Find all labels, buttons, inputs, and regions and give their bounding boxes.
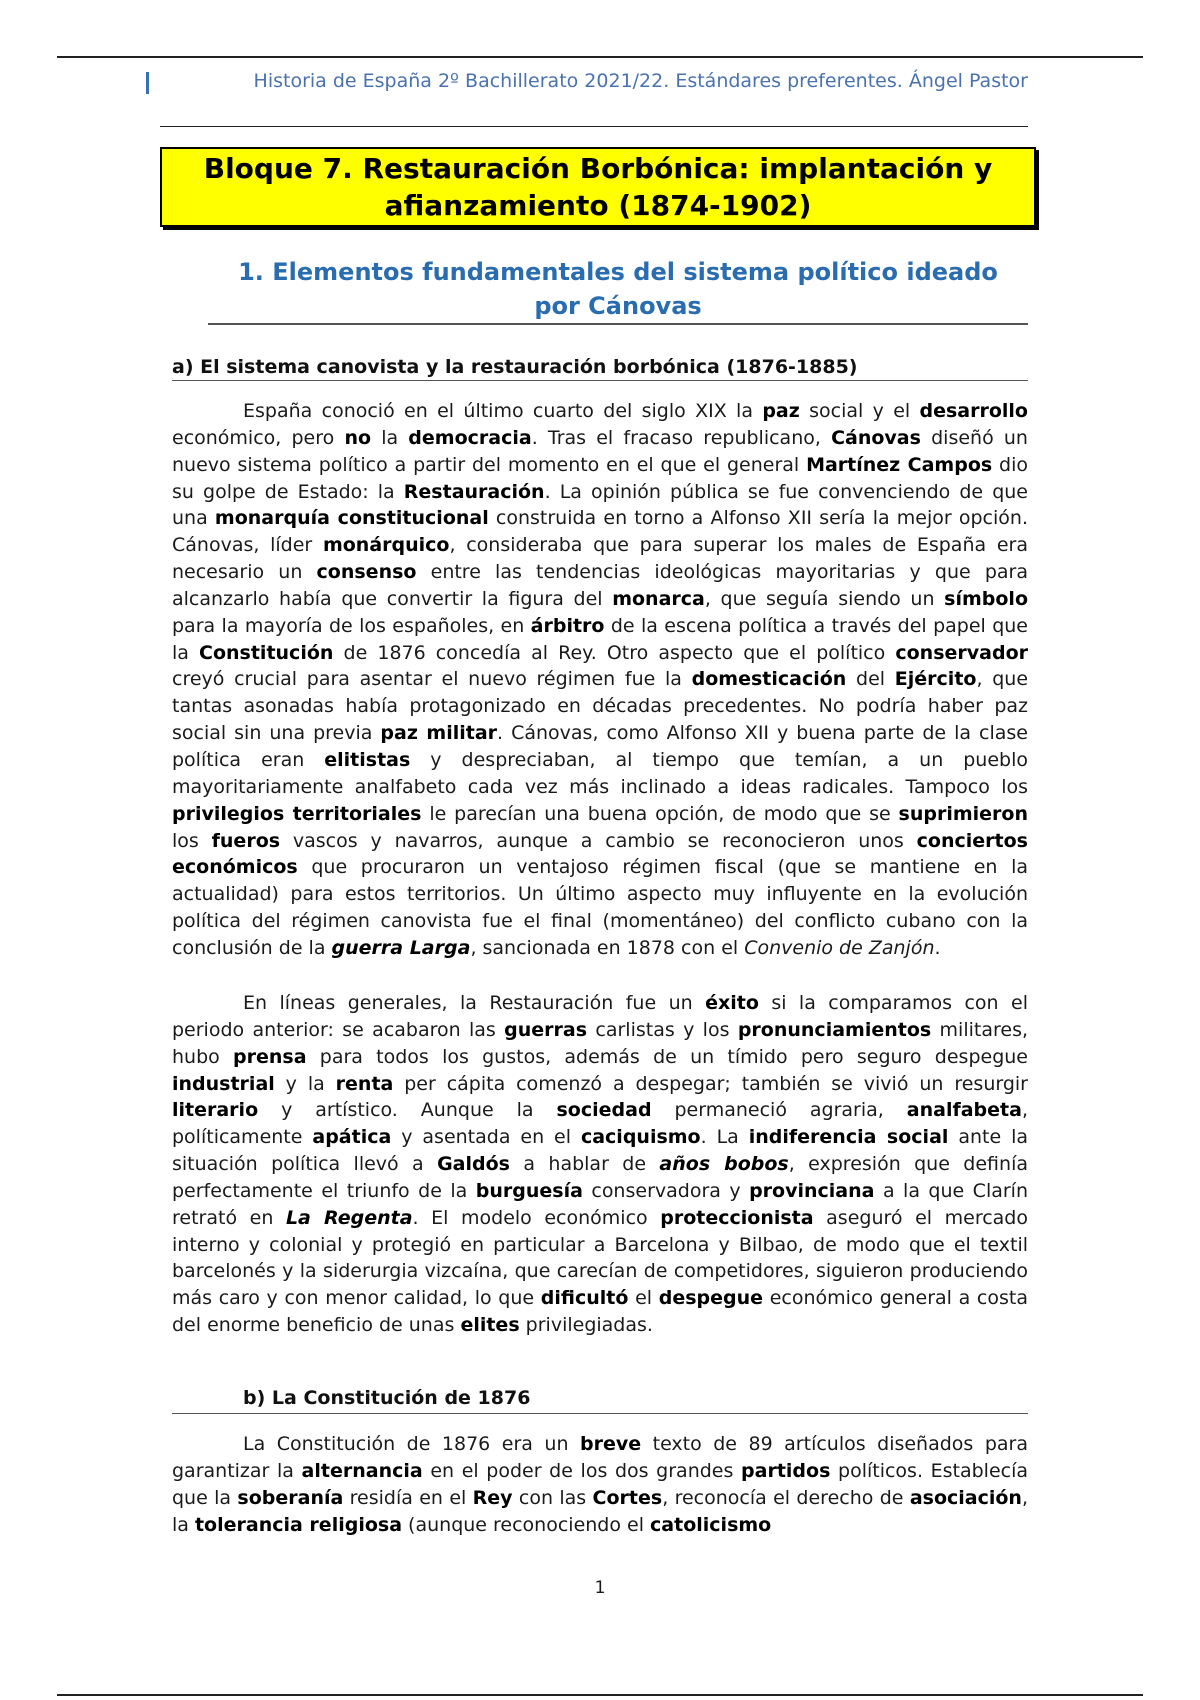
emphasized-term: monarca (612, 587, 705, 610)
emphasized-term: árbitro (530, 614, 605, 637)
emphasized-term: paz militar (380, 722, 498, 745)
emphasized-term: éxito (705, 992, 759, 1014)
emphasized-term: Galdós (437, 1153, 510, 1176)
emphasized-term: paz (762, 400, 800, 422)
section-heading-line-1: 1. Elementos fundamentales del sistema político ideado (238, 258, 998, 286)
emphasized-term: indiferencia social (748, 1126, 949, 1149)
section-heading-line-2: por Cánovas (534, 292, 702, 320)
subsection-a-paragraph-2: En líneas generales, la Restauración fue un éxito si la comparamos con el periodo anterior: se acabaron las guerras carlistas y los pronunciamientos militares, hubo prensa para todos los gustos, además de un tímido pero seguro despegue industrial y la renta per cápita comenzó a despegar; también se vivió un resurgir literario y artístico. Aunque la sociedad permaneció agraria, analfabeta, políticamente apática y asentada en el caciquismo. La indiferencia social ante la situación política llevó a Galdós a hablar de años bobos, expresión que definía perfectamente el triunfo de la burguesía conservadora y provinciana a la que Clarín retrató en La Regenta. El modelo económico proteccionista aseguró el mercado interno y colonial y protegió en particular a Barcelona y Bilbao, de modo que el textil barcelonés y la siderurgia vizcaína, que carecían de competidores, siguieron produciendo más caro y con menor calidad, lo que dificultó el despegue económico general a costa del enorme beneficio de unas elites privilegiadas. (172, 992, 1029, 1337)
emphasized-term: industrial (172, 1072, 275, 1095)
emphasized-term: La Regenta (285, 1206, 413, 1229)
emphasized-term: democracia (408, 426, 532, 449)
emphasized-term: pronunciamientos (737, 1018, 932, 1041)
emphasized-term: consenso (316, 561, 417, 584)
emphasized-term: Constitución (199, 641, 334, 664)
emphasized-term: apática (312, 1126, 392, 1149)
emphasized-term: guerra Larga (331, 936, 471, 959)
emphasized-term: fueros (211, 829, 281, 852)
emphasized-term: elites (460, 1314, 520, 1337)
emphasized-term: literario (172, 1099, 259, 1122)
emphasized-term: provinciana (749, 1179, 875, 1202)
emphasized-term: burguesía (475, 1179, 583, 1202)
subsection-b-rule (172, 1413, 1028, 1414)
emphasized-term: analfabeta (906, 1099, 1022, 1122)
emphasized-term: monárquico (322, 534, 450, 557)
emphasized-term: asociación (909, 1486, 1022, 1509)
block-title-line-1: Bloque 7. Restauración Borbónica: implantación y (203, 152, 993, 185)
block-title-box (160, 147, 1036, 227)
emphasized-term: sociedad (556, 1099, 652, 1122)
emphasized-term: proteccionista (660, 1206, 814, 1229)
subsection-a-rule (172, 380, 1028, 381)
emphasized-term: partidos (741, 1459, 831, 1482)
section-rule (208, 323, 1028, 325)
block-title (204, 150, 993, 224)
emphasized-term: Cánovas (831, 426, 921, 449)
emphasized-term: Martínez Campos (806, 453, 993, 476)
emphasized-term: conciertos económicos (172, 829, 1028, 879)
emphasized-term: Cortes (592, 1486, 663, 1509)
subsection-a-heading: a) El sistema canovista y la restauración borbónica (1876-1885) (172, 356, 858, 378)
emphasized-term: prensa (233, 1045, 307, 1068)
block-title-line-2: afianzamiento (1874-1902) (384, 189, 812, 222)
emphasized-term: alternancia (301, 1459, 423, 1482)
emphasized-term: dificultó (540, 1287, 629, 1310)
subsection-b-paragraph-1: La Constitución de 1876 era un breve texto de 89 artículos diseñados para garantizar la alternancia en el poder de los dos grandes partidos políticos. Establecía que la soberanía residía en el Rey con las Cortes, reconocía el derecho de asociación, la tolerancia religiosa (aunque reconociendo el catolicismo (172, 1433, 1029, 1536)
emphasized-term: conservador (895, 641, 1028, 664)
emphasized-term: desarrollo (919, 400, 1028, 422)
running-header: Historia de España 2º Bachillerato 2021/22. Estándares preferentes. Ángel Pastor (253, 70, 1028, 92)
emphasized-term: años bobos (659, 1153, 789, 1176)
emphasized-term: domesticación (691, 668, 847, 691)
page-number: 1 (594, 1578, 606, 1598)
emphasized-term: tolerancia religiosa (194, 1513, 403, 1536)
emphasized-term: renta (335, 1072, 394, 1095)
top-rule (57, 56, 1143, 58)
emphasized-term: Ejército (894, 668, 977, 691)
emphasized-term: catolicismo (650, 1513, 772, 1536)
emphasized-term: caciquismo (580, 1126, 701, 1149)
emphasized-term: elitistas (324, 748, 411, 771)
header-rule (160, 126, 1028, 127)
subsection-a-paragraph-1: España conoció en el último cuarto del siglo XIX la paz social y el desarrollo económico, pero no la democracia. Tras el fracaso republicano, Cánovas diseñó un nuevo sistema político a partir del momento en el que el general Martínez Campos dio su golpe de Estado: la Restauración. La opinión pública se fue convenciendo de que una monarquía constitucional construida en torno a Alfonso XII sería la mejor opción. Cánovas, líder monárquico, consideraba que para superar los males de España era necesario un consenso entre las tendencias ideológicas mayoritarias y que para alcanzarlo había que convertir la figura del monarca, que seguía siendo un símbolo para la mayoría de los españoles, en árbitro de la escena política a través del papel que la Constitución de 1876 concedía al Rey. Otro aspecto que el político conservador creyó crucial para asentar el nuevo régimen fue la domesticación del Ejército, que tantas asonadas había protagonizado en décadas precedentes. No podría haber paz social sin una previa paz militar. Cánovas, como Alfonso XII y buena parte de la clase política eran elitistas y despreciaban, al tiempo que temían, a un pueblo mayoritariamente analfabeto cada vez más inclinado a ideas radicales. Tampoco los privilegios territoriales le parecían una buena opción, de modo que se suprimieron los fueros vascos y navarros, aunque a cambio se reconocieron unos conciertos económicos que procuraron un ventajoso régimen fiscal (que se mantiene en la actualidad) para estos territorios. Un último aspecto muy influyente en la evolución política del régimen canovista fue el final (momentáneo) del conflicto cubano con la conclusión de la guerra Larga, sancionada en 1878 con el Convenio de Zanjón. (172, 400, 1029, 959)
subsection-b-heading: b) La Constitución de 1876 (243, 1387, 531, 1409)
emphasized-term: suprimieron (898, 802, 1028, 825)
emphasized-term: Rey (472, 1486, 513, 1509)
emphasized-term: Convenio de Zanjón (744, 936, 935, 959)
section-heading (208, 255, 1028, 323)
emphasized-term: Restauración (403, 480, 545, 503)
emphasized-term: símbolo (944, 587, 1028, 610)
emphasized-term: privilegios territoriales (172, 802, 422, 825)
emphasized-term: soberanía (237, 1486, 344, 1509)
emphasized-term: breve (579, 1433, 642, 1455)
emphasized-term: despegue (658, 1287, 764, 1310)
emphasized-term: monarquía constitucional (214, 507, 489, 530)
emphasized-term: guerras (504, 1018, 588, 1041)
emphasized-term: no (344, 426, 372, 449)
header-marker (146, 72, 149, 94)
bottom-rule (57, 1694, 1143, 1696)
